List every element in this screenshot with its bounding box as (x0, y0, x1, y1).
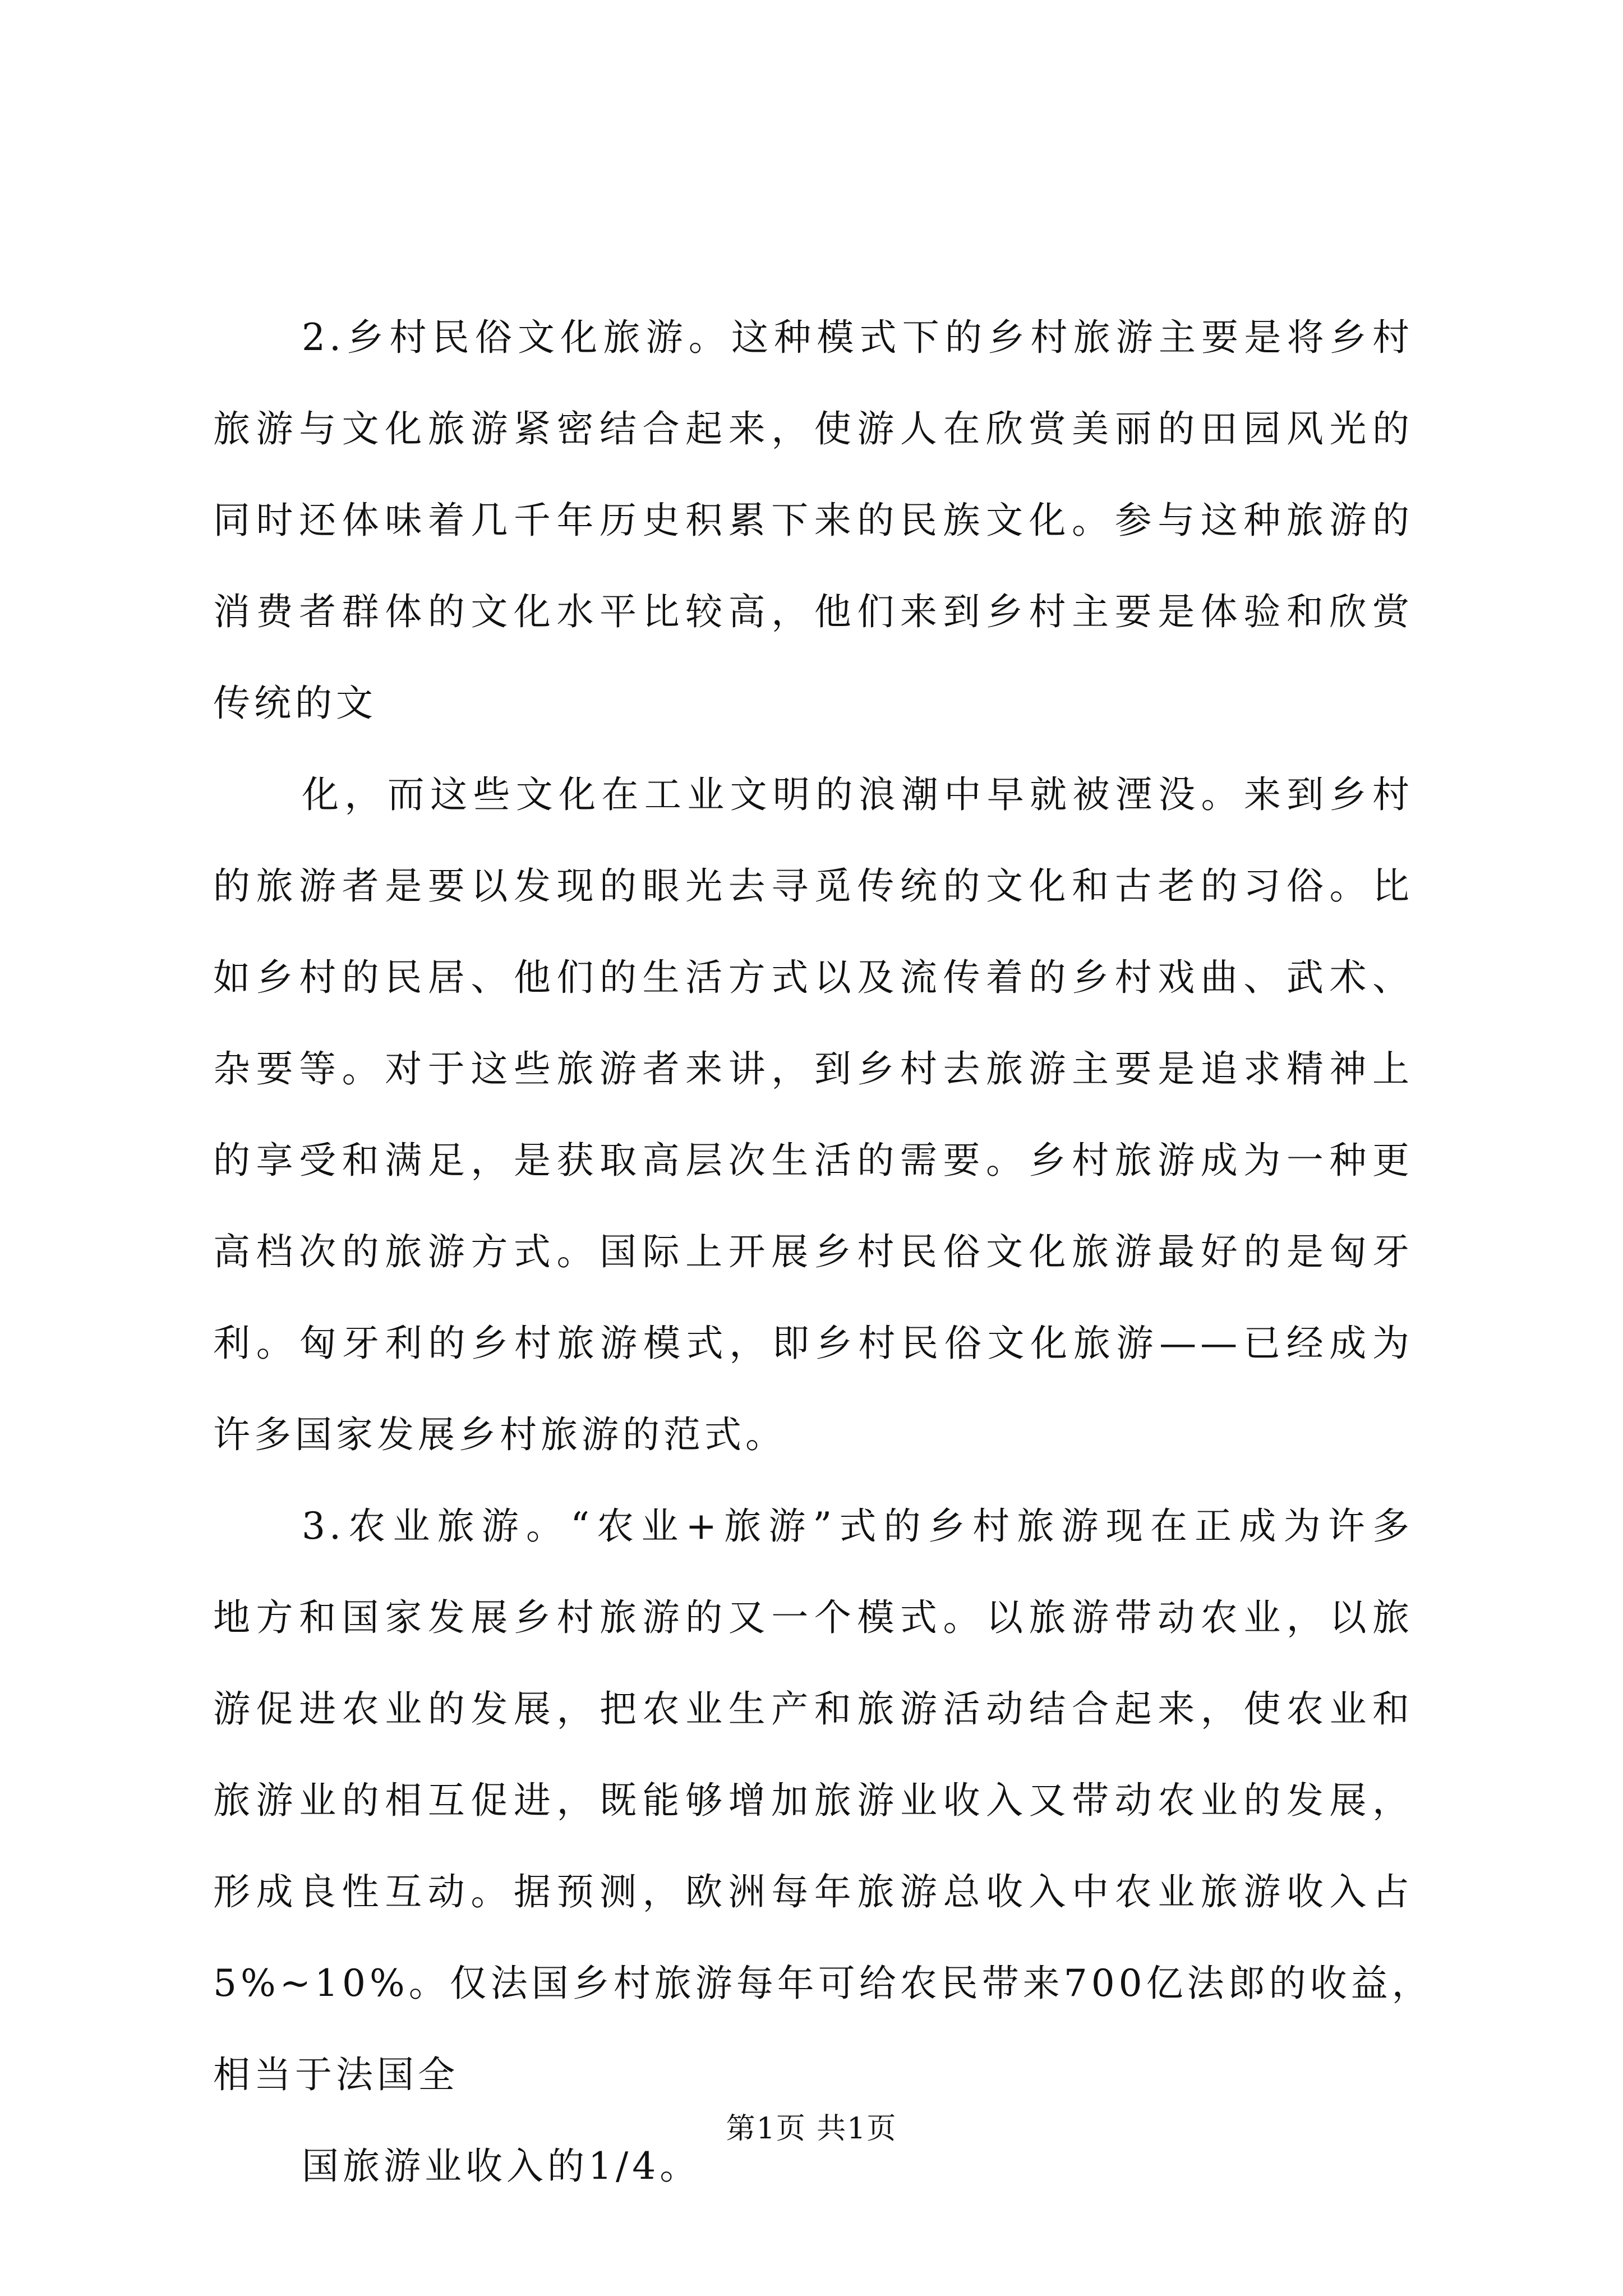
text-line: 5%~10%。仅法国乡村旅游每年可给农民带来700亿法郎的收益， (213, 1962, 1433, 2005)
text-line: 3.农业旅游。“农业+旅游”式的乡村旅游现在正成为许多 (302, 1504, 1413, 1548)
page-number-footer: 第1页 共1页 (726, 2112, 897, 2146)
text-line: 的享受和满足，是获取高层次生活的需要。乡村旅游成为一种更 (213, 1139, 1413, 1182)
text-line: 地方和国家发展乡村旅游的又一个模式。以旅游带动农业，以旅 (213, 1596, 1413, 1639)
text-line: 高档次的旅游方式。国际上开展乡村民俗文化旅游最好的是匈牙 (213, 1230, 1413, 1273)
text-line: 如乡村的民居、他们的生活方式以及流传着的乡村戏曲、武术、 (213, 956, 1413, 999)
text-line: 旅游业的相互促进，既能够增加旅游业收入又带动农业的发展， (213, 1779, 1413, 1822)
text-line: 杂要等。对于这些旅游者来讲，到乡村去旅游主要是追求精神上 (213, 1047, 1413, 1091)
paragraph-culture-continuation (213, 749, 1413, 1480)
text-line: 旅游与文化旅游紧密结合起来，使游人在欣赏美丽的田园风光的 (213, 407, 1413, 450)
text-line: 同时还体味着几千年历史积累下来的民族文化。参与这种旅游的 (213, 499, 1413, 542)
text-line: 利。匈牙利的乡村旅游模式，即乡村民俗文化旅游——已经成为 (213, 1322, 1413, 1365)
text-line: 国旅游业收入的1/4。 (302, 2145, 701, 2188)
paragraph-agricultural-tourism (213, 1480, 1433, 2120)
text-line: 消费者群体的文化水平比较高，他们来到乡村主要是体验和欣赏 (213, 590, 1413, 633)
text-line: 2.乡村民俗文化旅游。这种模式下的乡村旅游主要是将乡村 (302, 316, 1413, 359)
text-line: 传统的文 (213, 682, 377, 725)
text-line: 的旅游者是要以发现的眼光去寻觅传统的文化和古老的习俗。比 (213, 864, 1413, 908)
text-line: 形成良性互动。据预测，欧洲每年旅游总收入中农业旅游收入占 (213, 1870, 1413, 1913)
text-line: 相当于法国全 (213, 2053, 459, 2096)
paragraph-rural-folk-culture-tourism (213, 292, 1413, 749)
text-line: 许多国家发展乡村旅游的范式。 (213, 1413, 786, 1456)
document-body (213, 292, 1433, 2212)
text-line: 化，而这些文化在工业文明的浪潮中早就被湮没。来到乡村 (302, 773, 1413, 816)
text-line: 游促进农业的发展，把农业生产和旅游活动结合起来，使农业和 (213, 1687, 1413, 1731)
